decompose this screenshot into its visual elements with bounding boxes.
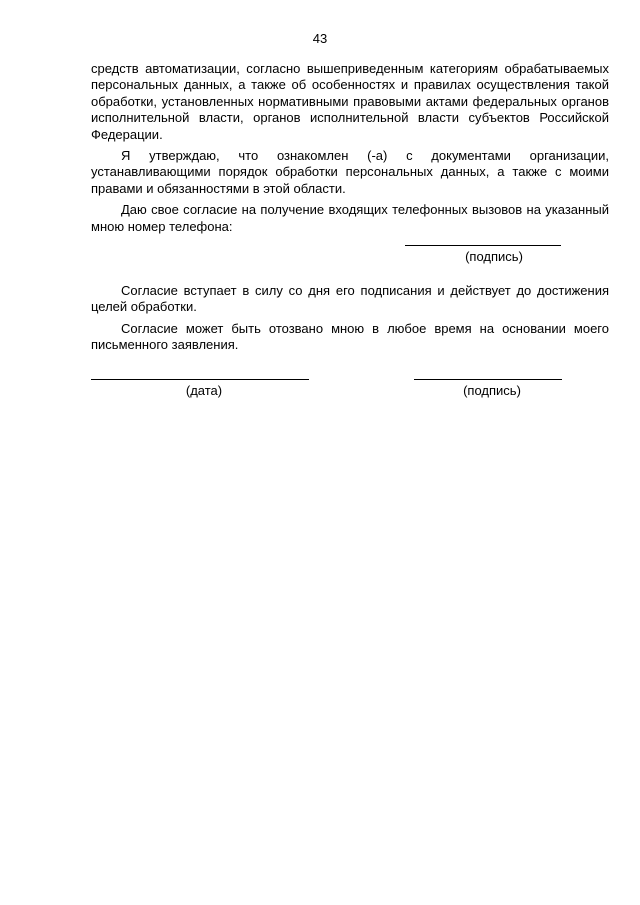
date-line <box>91 379 309 380</box>
final-signature-caption: (подпись) <box>463 383 521 398</box>
consent-text-upper <box>91 61 609 240</box>
date-caption: (дата) <box>185 383 223 398</box>
paragraph-automation-processing: средств автоматизации, согласно вышеприведенным категориям обрабатываемых персональных данных, а также об особенностях и правилах осуществления такой обработки, установленных нормативными правовыми актами федеральных органов исполнительной власти, органов исполнительной власти субъектов Российской Федерации. <box>91 61 609 142</box>
phone-consent-signature-caption: (подпись) <box>465 249 523 264</box>
paragraph-revocation: Согласие может быть отозвано мною в любое время на основании моего письменного заявления. <box>91 320 609 353</box>
phone-consent-signature-line <box>405 245 561 246</box>
paragraph-phone-consent: Даю свое согласие на получение входящих телефонных вызовов на указанный мною номер телефона: <box>91 202 609 234</box>
paragraph-acknowledgement: Я утверждаю, что ознакомлен (-а) с документами организации, устанавливающими порядок обработки персональных данных, а также с моими правами и обязанностями в этой области. <box>91 148 609 196</box>
paragraph-validity: Согласие вступает в силу со дня его подписания и действует до достижения целей обработки. <box>91 283 609 315</box>
final-signature-line <box>414 379 562 380</box>
consent-text-lower <box>91 283 609 359</box>
page-number: 43 <box>312 31 328 46</box>
